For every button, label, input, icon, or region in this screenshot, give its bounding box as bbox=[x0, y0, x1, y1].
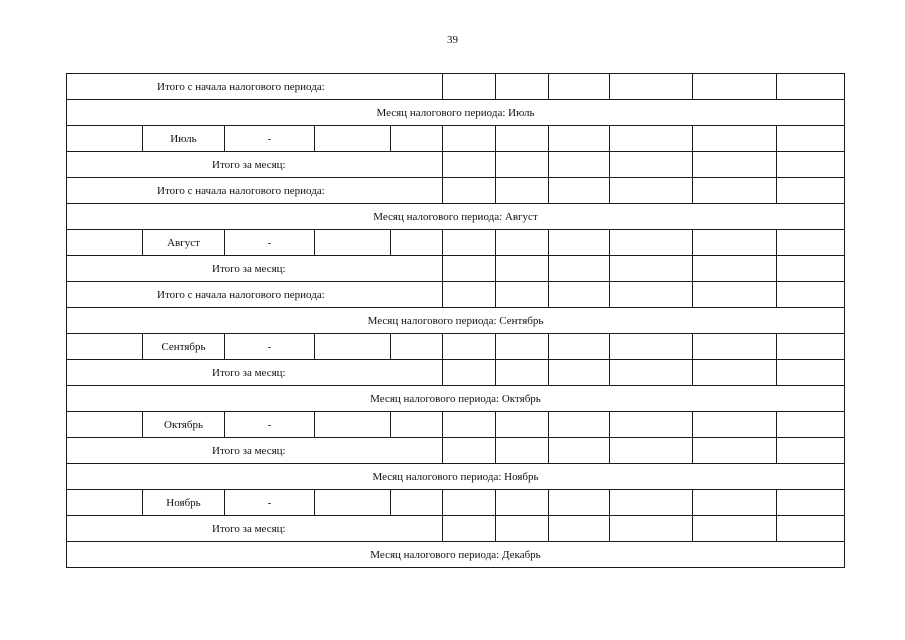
table-cell bbox=[777, 360, 845, 386]
month-name: Ноябрь bbox=[143, 490, 225, 516]
table-cell bbox=[610, 490, 693, 516]
table-cell bbox=[693, 152, 777, 178]
table-cell bbox=[443, 412, 496, 438]
table-cell bbox=[443, 256, 496, 282]
table-cell bbox=[443, 74, 496, 100]
table-cell bbox=[777, 516, 845, 542]
table-cell bbox=[391, 230, 443, 256]
period-total-row-august bbox=[67, 282, 845, 308]
month-total-label: Итого за месяц: bbox=[67, 152, 443, 178]
table-cell bbox=[693, 516, 777, 542]
table-cell bbox=[496, 126, 549, 152]
month-data-row-august bbox=[67, 230, 845, 256]
table-cell bbox=[610, 334, 693, 360]
month-header-row-august bbox=[67, 204, 845, 230]
table-cell bbox=[496, 334, 549, 360]
month-name: Август bbox=[143, 230, 225, 256]
table-cell bbox=[391, 334, 443, 360]
month-total-row-september bbox=[67, 360, 845, 386]
table-cell bbox=[67, 126, 143, 152]
tax-period-table bbox=[66, 73, 845, 568]
month-data-row-november bbox=[67, 490, 845, 516]
table-cell bbox=[443, 152, 496, 178]
table-cell bbox=[496, 152, 549, 178]
month-header-row-november bbox=[67, 464, 845, 490]
table-cell bbox=[693, 74, 777, 100]
table-cell bbox=[67, 490, 143, 516]
table-cell bbox=[777, 282, 845, 308]
table-cell bbox=[693, 490, 777, 516]
table-cell bbox=[610, 230, 693, 256]
table-cell bbox=[777, 490, 845, 516]
month-total-label: Итого за месяц: bbox=[67, 516, 443, 542]
table-cell bbox=[777, 126, 845, 152]
period-total-label: Итого с начала налогового периода: bbox=[67, 282, 443, 308]
month-name: Октябрь bbox=[143, 412, 225, 438]
table-cell bbox=[315, 490, 391, 516]
table-cell bbox=[443, 438, 496, 464]
month-header-row-october bbox=[67, 386, 845, 412]
dash-cell: - bbox=[225, 126, 315, 152]
month-header: Месяц налогового периода: Август bbox=[67, 204, 845, 230]
month-total-label: Итого за месяц: bbox=[67, 438, 443, 464]
period-total-row bbox=[67, 74, 845, 100]
table-cell bbox=[496, 178, 549, 204]
table-cell bbox=[549, 412, 610, 438]
table-cell bbox=[693, 178, 777, 204]
month-total-row-october bbox=[67, 438, 845, 464]
table-cell bbox=[443, 126, 496, 152]
table-cell bbox=[67, 412, 143, 438]
table-cell bbox=[443, 282, 496, 308]
month-header: Месяц налогового периода: Сентябрь bbox=[67, 308, 845, 334]
table-cell bbox=[315, 334, 391, 360]
dash-cell: - bbox=[225, 334, 315, 360]
table-cell bbox=[549, 178, 610, 204]
table-cell bbox=[549, 516, 610, 542]
table-cell bbox=[443, 490, 496, 516]
table-cell bbox=[391, 412, 443, 438]
table-cell bbox=[610, 516, 693, 542]
table-cell bbox=[610, 152, 693, 178]
table-cell bbox=[549, 126, 610, 152]
month-header: Месяц налогового периода: Июль bbox=[67, 100, 845, 126]
table-cell bbox=[610, 178, 693, 204]
table-cell bbox=[777, 152, 845, 178]
table-cell bbox=[610, 282, 693, 308]
table-cell bbox=[777, 334, 845, 360]
table-cell bbox=[549, 438, 610, 464]
table-cell bbox=[777, 438, 845, 464]
table-cell bbox=[496, 282, 549, 308]
table-cell bbox=[315, 126, 391, 152]
table-cell bbox=[549, 282, 610, 308]
month-header-row-september bbox=[67, 308, 845, 334]
table-cell bbox=[496, 490, 549, 516]
table-cell bbox=[549, 74, 610, 100]
month-header: Месяц налогового периода: Ноябрь bbox=[67, 464, 845, 490]
table-cell bbox=[496, 256, 549, 282]
month-header: Месяц налогового периода: Октябрь bbox=[67, 386, 845, 412]
month-total-row-july bbox=[67, 152, 845, 178]
table-cell bbox=[549, 230, 610, 256]
table-cell bbox=[496, 438, 549, 464]
table-cell bbox=[443, 230, 496, 256]
table-cell bbox=[496, 360, 549, 386]
table-cell bbox=[443, 178, 496, 204]
table-cell bbox=[496, 412, 549, 438]
month-name: Сентябрь bbox=[143, 334, 225, 360]
month-header-row-july bbox=[67, 100, 845, 126]
table-cell bbox=[549, 334, 610, 360]
dash-cell: - bbox=[225, 230, 315, 256]
table-cell bbox=[549, 360, 610, 386]
table-cell bbox=[777, 74, 845, 100]
table-cell bbox=[777, 256, 845, 282]
table-cell bbox=[67, 334, 143, 360]
month-data-row-july bbox=[67, 126, 845, 152]
dash-cell: - bbox=[225, 412, 315, 438]
table-cell bbox=[693, 438, 777, 464]
table-cell bbox=[496, 74, 549, 100]
table-cell bbox=[693, 230, 777, 256]
month-total-row-november bbox=[67, 516, 845, 542]
table-cell bbox=[693, 282, 777, 308]
table-cell bbox=[693, 412, 777, 438]
month-header: Месяц налогового периода: Декабрь bbox=[67, 542, 845, 568]
period-total-row-july bbox=[67, 178, 845, 204]
table-cell bbox=[549, 256, 610, 282]
page-number: 39 bbox=[447, 34, 458, 46]
period-total-label: Итого с начала налогового периода: bbox=[67, 178, 443, 204]
month-total-label: Итого за месяц: bbox=[67, 256, 443, 282]
table-cell bbox=[693, 126, 777, 152]
table-cell bbox=[610, 360, 693, 386]
month-data-row-october bbox=[67, 412, 845, 438]
table-cell bbox=[693, 360, 777, 386]
period-total-label: Итого с начала налогового периода: bbox=[67, 74, 443, 100]
table-cell bbox=[610, 256, 693, 282]
month-header-row-december bbox=[67, 542, 845, 568]
table-cell bbox=[693, 256, 777, 282]
table-cell bbox=[610, 438, 693, 464]
table-cell bbox=[610, 412, 693, 438]
table-cell bbox=[443, 516, 496, 542]
month-data-row-september bbox=[67, 334, 845, 360]
month-total-label: Итого за месяц: bbox=[67, 360, 443, 386]
table-cell bbox=[549, 490, 610, 516]
table-cell bbox=[777, 230, 845, 256]
dash-cell: - bbox=[225, 490, 315, 516]
table-cell bbox=[693, 334, 777, 360]
table-cell bbox=[496, 230, 549, 256]
table-cell bbox=[391, 490, 443, 516]
table-cell bbox=[777, 412, 845, 438]
table-cell bbox=[610, 126, 693, 152]
table-cell bbox=[315, 230, 391, 256]
month-name: Июль bbox=[143, 126, 225, 152]
table-cell bbox=[549, 152, 610, 178]
table-cell bbox=[610, 74, 693, 100]
table-cell bbox=[67, 230, 143, 256]
table-cell bbox=[391, 126, 443, 152]
table-cell bbox=[443, 360, 496, 386]
table-cell bbox=[443, 334, 496, 360]
month-total-row-august bbox=[67, 256, 845, 282]
table-cell bbox=[496, 516, 549, 542]
table-cell bbox=[777, 178, 845, 204]
table-cell bbox=[315, 412, 391, 438]
